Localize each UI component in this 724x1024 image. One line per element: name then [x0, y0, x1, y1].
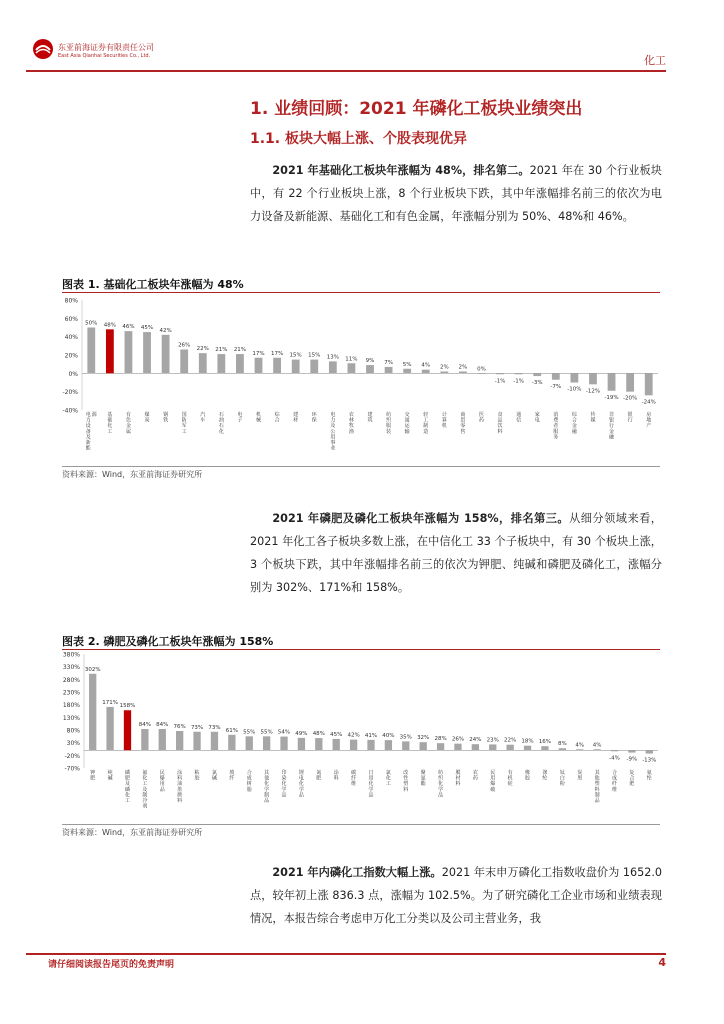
paragraph-1 [250, 159, 662, 228]
data-label: 17% [252, 350, 265, 357]
data-label: 28% [434, 736, 447, 743]
paragraph-2-body: 从细分领域来看，2021 年化工各子板块多数上涨，在中信化工 33 个子板块中，有 30 个板块上涨，3 个板块下跌，其中年涨幅排名前三的依次为钾肥、纯碱和磷肥及磷化工，涨幅分别为 302%、171%和 158%。 [250, 512, 662, 594]
category-label: 钾肥 [90, 770, 96, 782]
data-label: 11% [345, 356, 358, 363]
bar [646, 750, 653, 753]
bar [437, 743, 444, 750]
bar [106, 329, 114, 373]
y-tick-label: 280% [62, 676, 80, 684]
category-label: 印染化学品 [281, 770, 287, 799]
category-label: 综合 [274, 412, 280, 424]
data-label: 45% [330, 731, 343, 738]
bar [593, 749, 600, 750]
bar [515, 373, 523, 374]
data-label: -1% [513, 378, 525, 385]
y-tick-label: 20% [64, 352, 78, 360]
paragraph-3-body: 2021 年末申万磷化工指数收盘价为 1652.0 点，较年初上涨 836.3 点，涨幅为 102.5%。为了研究磷化工企业市场和业绩表现情况，本报告综合考虑申万化工分类以及公司主营业务，我 [250, 866, 662, 925]
bar [125, 331, 133, 373]
page-number: 4 [658, 956, 666, 969]
data-label: 61% [225, 727, 238, 734]
data-label: 84% [156, 721, 169, 728]
category-label: 电力及公用事业 [330, 412, 336, 452]
category-label: 有色金属 [125, 412, 131, 435]
category-label: 建筑 [367, 412, 373, 424]
bar [246, 736, 253, 750]
bar [454, 744, 461, 751]
category-label: 国防军工 [181, 412, 187, 435]
y-tick-label: 30% [66, 740, 80, 748]
category-label: 合成树脂 [246, 770, 252, 793]
bar [176, 731, 183, 750]
bar [333, 739, 340, 750]
bar [645, 373, 653, 395]
bar [367, 740, 374, 750]
section-heading: 1. 业绩回顾：2021 年磷化工板块业绩突出 [250, 99, 583, 119]
category-label: 其他化学制品 [264, 770, 270, 804]
category-label: 食品饮料 [497, 412, 503, 435]
bar [199, 353, 207, 373]
category-label: 锂电化学品 [298, 770, 304, 799]
paragraph-1-lead: 2021 年基础化工板块年涨幅为 48%，排名第二。 [272, 164, 530, 177]
bar [496, 373, 504, 374]
data-label: -10% [567, 386, 582, 393]
bar [559, 748, 566, 750]
y-tick-label: 0% [68, 370, 78, 378]
category-label: 民用爆破 [490, 770, 496, 793]
category-label: 碳纤维 [351, 770, 357, 788]
bar [552, 373, 560, 379]
bar [141, 729, 148, 750]
bar [626, 373, 634, 391]
bar [217, 354, 225, 373]
figure-1-source-rule [62, 466, 660, 467]
category-label: 基础化工 [107, 412, 113, 435]
figure-2-source-rule [62, 824, 660, 825]
bar [193, 732, 200, 750]
bar [236, 354, 244, 373]
data-label: 22% [504, 737, 517, 744]
y-tick-label: -40% [62, 407, 78, 415]
bar [180, 350, 188, 374]
bar [298, 738, 305, 750]
data-label: 4% [575, 742, 585, 749]
category-label: 非银行金融 [609, 412, 615, 441]
category-label: 改性塑料 [403, 770, 409, 793]
figure-1-rule [62, 292, 660, 293]
bar [292, 360, 300, 374]
data-label: 32% [417, 735, 430, 742]
figure-2-source: 资料来源：Wind，东亚前海证券研究所 [62, 828, 203, 837]
bar [422, 370, 430, 374]
data-label: -1% [494, 378, 506, 385]
category-label: 煤炭 [144, 412, 150, 424]
category-label: 炭黑 [577, 770, 583, 782]
data-label: 40% [382, 733, 395, 740]
data-label: 26% [451, 736, 465, 743]
category-label: 电子 [237, 412, 243, 424]
category-label: 聚氨酯 [420, 770, 426, 788]
category-label: 氨纶 [646, 770, 652, 782]
paragraph-3 [250, 861, 662, 930]
category-label: 家电 [534, 412, 540, 424]
data-label: 84% [138, 721, 151, 728]
y-tick-label: 80% [66, 727, 80, 735]
header-rule [26, 70, 666, 72]
data-label: 35% [399, 734, 412, 741]
bar [280, 737, 287, 751]
y-tick-label: 130% [62, 714, 80, 722]
data-label: 0% [477, 366, 486, 373]
y-tick-label: 80% [64, 297, 78, 305]
data-label: 48% [312, 731, 325, 738]
bar [143, 332, 151, 373]
bar [608, 373, 616, 390]
bar [350, 740, 357, 751]
data-label: 13% [326, 354, 339, 361]
bar [403, 369, 411, 374]
category-label: 日用化学品 [368, 770, 374, 799]
subsection-heading: 1.1. 板块大幅上涨、个股表现优异 [250, 131, 467, 147]
bar [87, 328, 95, 374]
data-label: 41% [364, 732, 378, 739]
data-label: -9% [626, 756, 638, 763]
bar [524, 746, 531, 751]
section-label: 化工 [644, 54, 666, 67]
category-label: 复合肥 [629, 770, 635, 788]
data-label: 54% [277, 729, 291, 736]
data-label: 42% [347, 732, 360, 739]
bar [385, 740, 392, 750]
data-label: 158% [119, 703, 136, 710]
data-label: 171% [102, 699, 118, 706]
category-label: 民爆用品 [159, 770, 165, 793]
category-label: 机械 [256, 412, 262, 424]
data-label: 22% [196, 346, 209, 353]
bar [315, 738, 322, 750]
data-label: 4% [421, 362, 431, 369]
data-label: 50% [85, 320, 98, 327]
bar [162, 335, 170, 373]
figure-1-source: 资料来源：Wind，东亚前海证券研究所 [62, 470, 203, 479]
category-label: 计算机 [441, 412, 447, 430]
category-label: 氯化工 [385, 770, 391, 788]
data-label: 55% [260, 729, 273, 736]
y-tick-label: -20% [64, 752, 80, 760]
company-name-cn: 东亚前海证券有限责任公司 [58, 43, 154, 52]
data-label: 18% [521, 738, 534, 745]
category-label: 橡胶 [525, 770, 531, 782]
category-label: 涂料油墨颜料 [177, 770, 183, 804]
category-label: 氯碱 [211, 770, 217, 782]
data-label: -7% [550, 383, 562, 390]
y-tick-label: 330% [62, 664, 80, 672]
bar [402, 741, 409, 750]
category-label: 纺织服装 [386, 412, 392, 435]
data-label: 302% [84, 666, 101, 673]
bar [124, 710, 131, 750]
data-label: 4% [592, 742, 602, 749]
data-label: 73% [208, 724, 221, 731]
data-label: 2% [458, 364, 468, 371]
category-label: 氟化工及制冷剂 [142, 770, 148, 810]
data-label: -19% [604, 394, 619, 401]
data-label: 73% [190, 724, 204, 731]
data-label: 42% [159, 327, 172, 334]
figure-1-chart [62, 294, 660, 464]
bar [106, 707, 113, 750]
category-label: 涤纶 [542, 770, 548, 782]
bar [506, 745, 513, 751]
category-label: 氮肥 [316, 770, 322, 782]
bar [366, 365, 374, 373]
bar [89, 674, 96, 751]
category-label: 综合金融 [571, 412, 577, 435]
bar [440, 372, 448, 374]
category-label: 消费者服务 [553, 412, 559, 441]
paragraph-3-lead: 2021 年内磷化工指数大幅上涨。 [272, 866, 442, 879]
bar [576, 749, 583, 750]
data-label: 21% [215, 347, 228, 354]
bar [420, 742, 427, 750]
bar [589, 373, 597, 384]
category-label: 源 [91, 412, 97, 418]
bar [263, 736, 270, 750]
category-label: 涂料 [333, 770, 339, 782]
data-label: 17% [270, 350, 284, 357]
bar [310, 360, 318, 374]
bar [228, 735, 235, 750]
category-label: 石油石化 [218, 412, 224, 435]
paragraph-2 [250, 507, 662, 599]
data-label: 49% [295, 730, 308, 737]
category-label: 房地产 [646, 412, 652, 430]
category-label: 轻工制造 [423, 412, 429, 435]
category-label: 玻纤 [229, 770, 235, 782]
footer-rule [26, 953, 666, 955]
bar [570, 373, 578, 382]
data-label: 45% [140, 325, 154, 332]
data-label: -24% [641, 399, 656, 406]
y-tick-label: 60% [64, 315, 78, 323]
bar [611, 750, 618, 751]
category-label: 纺织化学品 [438, 770, 444, 799]
y-tick-label: -70% [64, 765, 80, 773]
data-label: 23% [486, 737, 499, 744]
data-label: 26% [178, 342, 191, 349]
category-label: 农药 [472, 770, 478, 782]
category-label: 其他塑料制品 [594, 770, 600, 804]
category-label: 电力设备及新能 [85, 412, 91, 452]
bar [478, 373, 486, 374]
bar [489, 744, 496, 750]
bar [273, 358, 281, 374]
category-label: 医药 [478, 412, 484, 424]
data-label: 15% [289, 352, 302, 359]
category-label: 商贸零售 [460, 412, 466, 435]
paragraph-2-lead: 2021 年磷肥及磷化工板块年涨幅为 158%，排名第三。 [272, 512, 570, 525]
category-label: 钛白粉 [559, 770, 565, 788]
bar [533, 373, 541, 376]
category-label: 合成纤维 [612, 770, 618, 793]
y-tick-label: 230% [62, 689, 80, 697]
category-label: 交通运输 [404, 412, 410, 435]
data-label: 7% [384, 359, 393, 366]
data-label: 55% [243, 729, 256, 736]
figure-1-title: 图表 1. 基础化工板块年涨幅为 48% [62, 278, 244, 291]
category-label: 磷肥及磷化工 [124, 770, 130, 804]
category-label: 纯碱 [107, 770, 113, 782]
data-label: -12% [585, 388, 601, 395]
category-label: 农林牧渔 [348, 412, 354, 435]
data-label: 2% [439, 364, 449, 371]
figure-2-chart [62, 650, 660, 822]
data-label: 15% [308, 352, 321, 359]
data-label: 5% [402, 361, 412, 368]
bar [628, 750, 635, 752]
bar [541, 746, 548, 750]
category-label: 膜材料 [455, 770, 461, 788]
data-label: 21% [233, 347, 247, 354]
category-label: 通信 [516, 412, 522, 424]
data-label: 9% [365, 358, 375, 365]
bar [255, 358, 263, 374]
data-label: 76% [173, 724, 186, 731]
bar [385, 367, 393, 373]
footer-disclaimer: 请仔细阅读报告尾页的免责声明 [48, 960, 175, 970]
figure-2-title: 图表 2. 磷肥及磷化工板块年涨幅为 158% [62, 635, 274, 648]
data-label: 24% [469, 737, 482, 744]
data-label: 46% [122, 324, 135, 331]
category-label: 传媒 [590, 412, 596, 424]
bar [459, 372, 467, 374]
bar [472, 744, 479, 750]
data-label: 16% [538, 739, 552, 746]
y-tick-label: 380% [62, 651, 80, 659]
y-tick-label: 180% [62, 702, 80, 710]
category-label: 粘胶 [194, 770, 200, 782]
data-label: 48% [103, 322, 116, 329]
bar [348, 363, 356, 373]
company-logo-icon [32, 38, 54, 60]
bar [159, 729, 166, 750]
data-label: -4% [609, 755, 620, 762]
bar [329, 361, 337, 373]
category-label: 环保 [311, 412, 317, 424]
category-label: 银行 [627, 412, 633, 424]
paragraph-1-body: 2021 年在 30 个行业板块中，有 22 个行业板块上涨，8 个行业板块下跌，其中年涨幅排名前三的依次为电力设备及新能源、基础化工和有色金属，年涨幅分别为 50%、48%和 46%。 [250, 164, 662, 223]
bar [211, 732, 218, 750]
data-label: -13% [642, 757, 657, 764]
category-label: 汽车 [200, 412, 206, 424]
data-label: -20% [623, 395, 638, 402]
company-name-en: East Asia Qianhai Securities Co., Ltd. [58, 53, 151, 59]
category-label: 钢铁 [163, 412, 169, 424]
y-tick-label: -20% [62, 389, 78, 397]
category-label: 建材 [293, 412, 299, 424]
data-label: -3% [531, 380, 543, 387]
y-tick-label: 40% [64, 334, 78, 342]
category-label: 有机硅 [507, 770, 513, 788]
data-label: 8% [557, 741, 567, 748]
